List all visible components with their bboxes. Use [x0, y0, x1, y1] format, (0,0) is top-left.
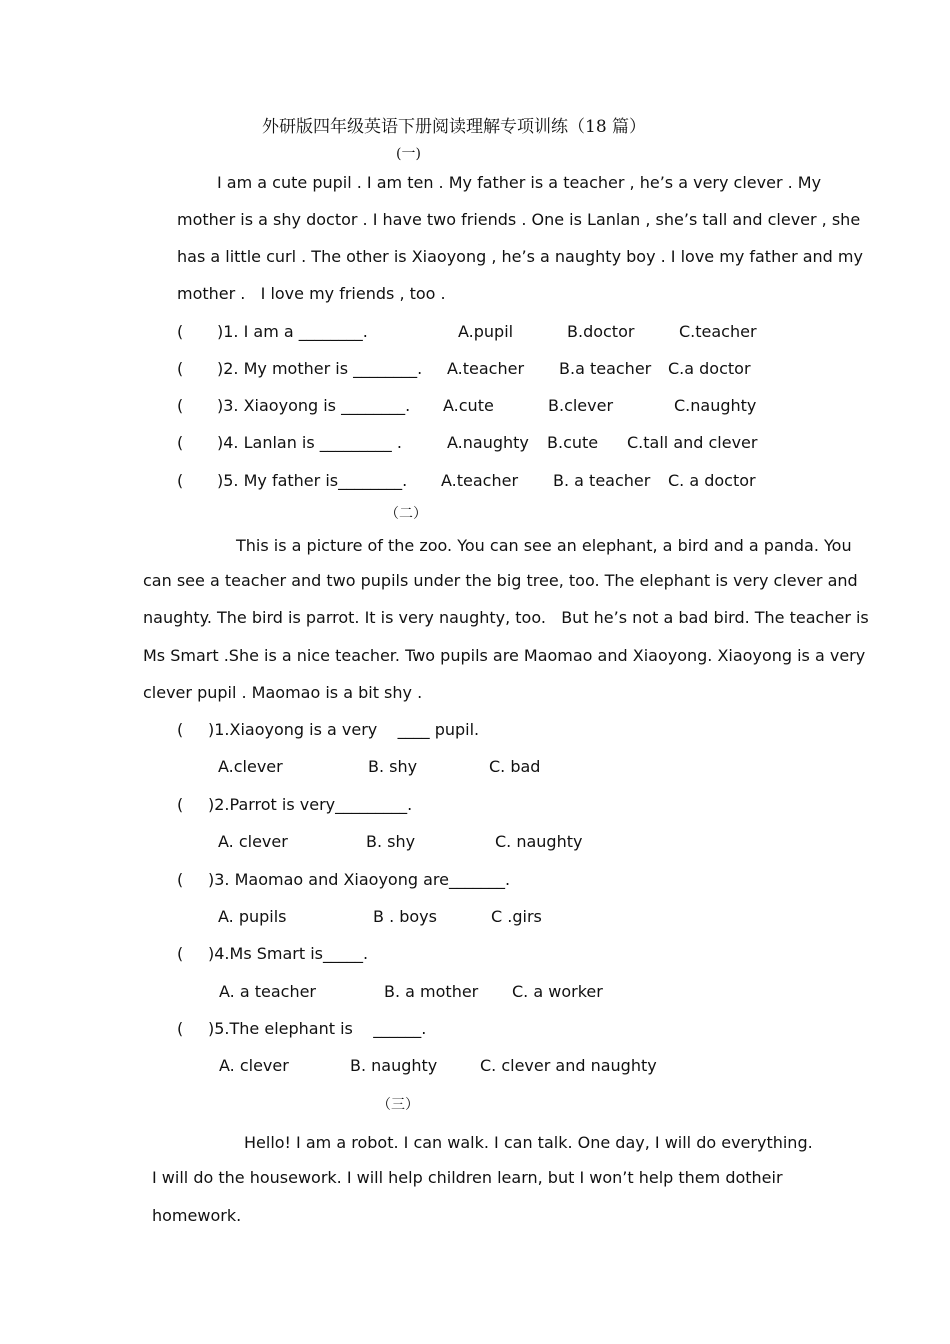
section-heading-2: （二）	[385, 506, 427, 522]
option-a: A.naughty	[447, 433, 529, 452]
option-c: C .girs	[491, 907, 542, 926]
option-c: C. a doctor	[668, 471, 756, 490]
question-stem: )3. Maomao and Xiaoyong are_______.	[208, 870, 511, 889]
section-heading-3: （三）	[377, 1097, 419, 1113]
answer-paren: (	[177, 433, 184, 452]
passage-line: clever pupil . Maomao is a bit shy .	[143, 683, 423, 702]
answer-paren: (	[177, 359, 184, 378]
passage-line: naughty. The bird is parrot. It is very naughty, too. But he’s not a bad bird. The teacher is	[143, 608, 869, 627]
option-c: C. clever and naughty	[480, 1056, 657, 1075]
passage-line: homework.	[152, 1206, 242, 1225]
option-c: C.a doctor	[668, 359, 751, 378]
option-c: C. naughty	[495, 832, 583, 851]
option-a: A. a teacher	[219, 982, 317, 1001]
passage-line: mother is a shy doctor . I have two friends . One is Lanlan , she’s tall and clever , she	[177, 210, 861, 229]
option-b: B. naughty	[350, 1056, 438, 1075]
option-b: B. a teacher	[553, 471, 651, 490]
question-stem: )2. My mother is ________.	[217, 359, 423, 378]
option-c: C.tall and clever	[627, 433, 758, 452]
section-heading-1: (一)	[396, 146, 421, 162]
option-c: C. bad	[489, 757, 541, 776]
option-a: A. clever	[219, 1056, 289, 1075]
option-b: B. shy	[366, 832, 416, 851]
question-stem: )4. Lanlan is _________ .	[217, 433, 402, 452]
question-stem: )4.Ms Smart is_____.	[208, 944, 369, 963]
answer-paren: (	[177, 795, 184, 814]
answer-paren: (	[177, 471, 184, 490]
option-b: B.cute	[547, 433, 599, 452]
option-a: A.teacher	[447, 359, 525, 378]
passage-line: Ms Smart .She is a nice teacher. Two pupils are Maomao and Xiaoyong. Xiaoyong is a very	[143, 646, 866, 665]
option-b: B. shy	[368, 757, 418, 776]
question-stem: )5. My father is________.	[217, 471, 408, 490]
option-a: A. clever	[218, 832, 288, 851]
option-a: A.cute	[443, 396, 494, 415]
option-a: A.clever	[218, 757, 283, 776]
option-a: A.pupil	[458, 322, 514, 341]
answer-paren: (	[177, 720, 184, 739]
passage-line: I will do the housework. I will help children learn, but I won’t help them dotheir	[152, 1168, 783, 1187]
option-a: A. pupils	[218, 907, 287, 926]
page-title: 外研版四年级英语下册阅读理解专项训练（18 篇）	[262, 117, 647, 137]
question-stem: )1. I am a ________.	[217, 322, 368, 341]
option-b: B.clever	[548, 396, 614, 415]
option-c: C. a worker	[512, 982, 603, 1001]
answer-paren: (	[177, 1019, 184, 1038]
passage-line: mother . I love my friends , too .	[177, 284, 446, 303]
option-b: B. a mother	[384, 982, 479, 1001]
answer-paren: (	[177, 396, 184, 415]
question-stem: )1.Xiaoyong is a very ____ pupil.	[208, 720, 480, 739]
option-b: B.a teacher	[559, 359, 652, 378]
option-c: C.teacher	[679, 322, 757, 341]
option-b: B . boys	[373, 907, 437, 926]
answer-paren: (	[177, 322, 184, 341]
question-stem: )2.Parrot is very_________.	[208, 795, 413, 814]
question-stem: )5.The elephant is ______.	[208, 1019, 427, 1038]
passage-line: Hello! I am a robot. I can walk. I can talk. One day, I will do everything.	[244, 1133, 813, 1152]
answer-paren: (	[177, 870, 184, 889]
passage-line: has a little curl . The other is Xiaoyong , he’s a naughty boy . I love my father and my	[177, 247, 863, 266]
answer-paren: (	[177, 944, 184, 963]
option-b: B.doctor	[567, 322, 635, 341]
option-c: C.naughty	[674, 396, 757, 415]
passage-line: can see a teacher and two pupils under the big tree, too. The elephant is very clever and	[143, 571, 858, 590]
option-a: A.teacher	[441, 471, 519, 490]
passage-line: This is a picture of the zoo. You can see an elephant, a bird and a panda. You	[236, 536, 852, 555]
question-stem: )3. Xiaoyong is ________.	[217, 396, 411, 415]
passage-line: I am a cute pupil . I am ten . My father is a teacher , he’s a very clever . My	[217, 173, 822, 192]
